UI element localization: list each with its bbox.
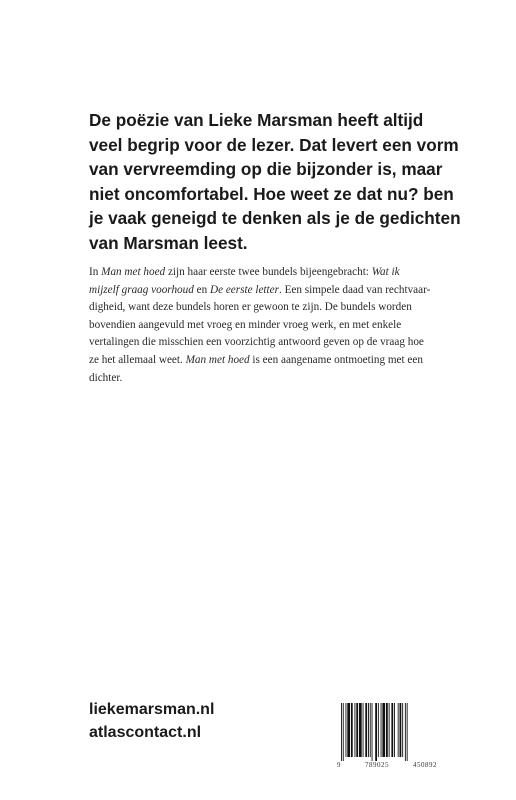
blurb-line: De poëzie van Lieke Marsman heeft altijd — [89, 110, 424, 130]
isbn-digit-group: 450892 — [413, 761, 437, 769]
text-run: . Een simpele daad van rechtvaar- — [278, 283, 431, 296]
barcode-bar — [405, 703, 406, 761]
barcode-bar — [398, 703, 399, 757]
barcode-bar — [341, 703, 342, 761]
barcode-bar — [368, 703, 369, 757]
barcode-bar — [363, 703, 364, 757]
barcode-bar — [356, 703, 358, 757]
description-paragraph — [89, 264, 439, 387]
blurb-line: van Marsman leest. — [89, 232, 248, 253]
barcode-bar — [391, 703, 393, 757]
book-title: Wat ik — [371, 266, 400, 278]
blurb-line: niet oncomfortabel. Hoe weet ze dat nu? ben — [89, 183, 454, 204]
text-run: In — [89, 266, 102, 278]
barcode-bar — [382, 703, 385, 757]
book-title: mijzelf graag voorhoud — [89, 283, 194, 296]
barcode-bar — [355, 703, 356, 757]
barcode-bar — [407, 703, 408, 761]
text-run: en — [193, 283, 210, 296]
barcode-bar — [394, 703, 395, 757]
author-website-link[interactable]: liekemarsman.nl — [89, 701, 215, 718]
description-line: digheid, want deze bundels horen er gewoon te zijn. De bundels worden — [89, 301, 412, 314]
barcode-bars — [337, 703, 437, 761]
blurb-paragraph — [89, 108, 459, 256]
description-line: bovendien aangevuld met vroeg en minder vroeg werk, en met enkele — [89, 318, 402, 331]
barcode-bar — [375, 703, 377, 761]
barcode-bar — [372, 703, 373, 761]
publisher-website-link[interactable]: atlascontact.nl — [89, 724, 202, 741]
text-run: zijn haar eerste twee bundels bijeengebracht: — [165, 266, 372, 278]
description-line: dichter. — [89, 371, 123, 384]
description-line — [89, 282, 439, 300]
description-line — [89, 352, 439, 370]
barcode-bar — [381, 703, 382, 757]
barcode-bar — [389, 703, 390, 757]
barcode-bar — [378, 703, 379, 757]
description-line: vertalingen die misschien een voorzichtig antwoord geven op de vraag hoe — [89, 336, 424, 349]
barcode-bar — [359, 703, 362, 757]
website-list — [89, 698, 214, 744]
barcode-bar — [351, 703, 353, 757]
isbn-digit-group: 789025 — [365, 761, 389, 769]
isbn-barcode — [337, 703, 437, 763]
blurb-line: je vaak geneigd te denken als je de gedichten — [89, 208, 461, 229]
book-title: De eerste letter — [210, 283, 279, 296]
barcode-bar — [402, 703, 403, 757]
barcode-bar — [370, 703, 371, 757]
blurb-line: van vervreemding op die bijzonder is, maar — [89, 159, 443, 180]
book-title: Man met hoed — [101, 266, 166, 278]
barcode-bar — [346, 703, 347, 757]
isbn-digit-group: 9 — [337, 761, 341, 769]
blurb-line: veel begrip voor de lezer. Dat levert een vorm — [89, 134, 459, 155]
barcode-bar — [386, 703, 388, 757]
description-line — [89, 264, 439, 282]
barcode-bar — [343, 703, 344, 761]
isbn-digits — [337, 761, 437, 769]
text-run: is een aangename ontmoeting met een — [249, 353, 423, 366]
text-run: ze het allemaal weet. — [89, 353, 186, 366]
barcode-bar — [347, 703, 350, 757]
barcode-bar — [365, 703, 367, 757]
book-title: Man met hoed — [185, 353, 250, 366]
barcode-bar — [400, 703, 402, 757]
